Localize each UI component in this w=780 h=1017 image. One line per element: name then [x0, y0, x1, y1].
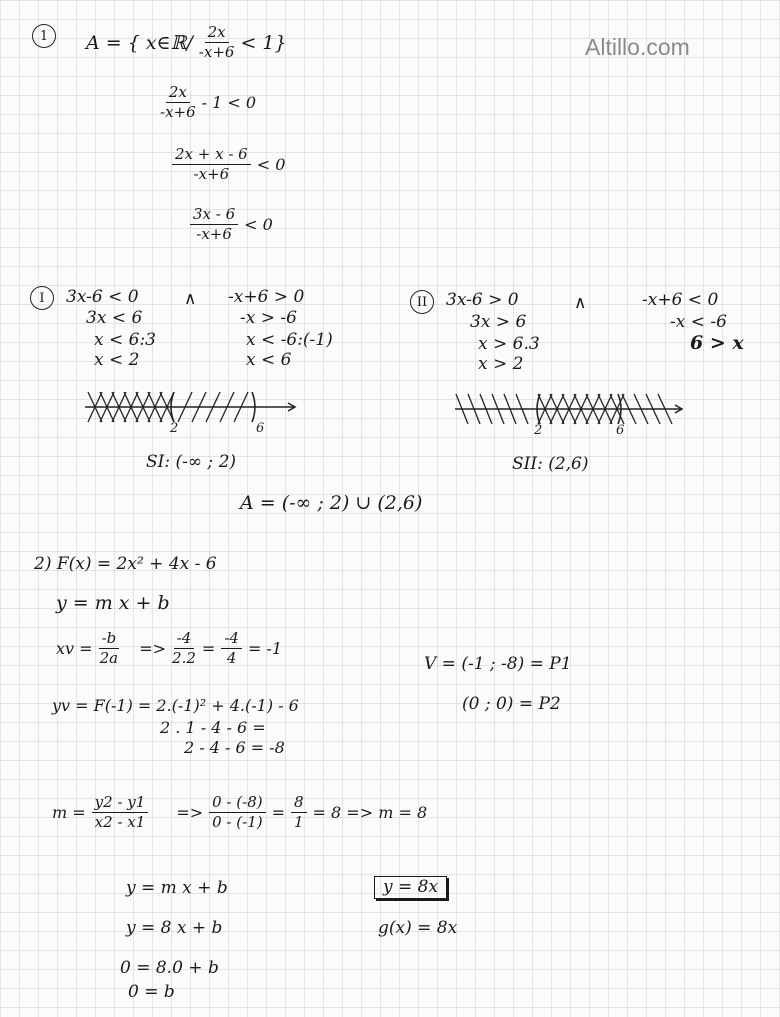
case-2-left-4: x > 2	[478, 354, 524, 374]
case-2-right-3: 6 > x	[690, 332, 744, 354]
step-1-rest: - 1 < 0	[201, 93, 257, 113]
step-2-rest: < 0	[256, 155, 286, 175]
xv-frac-3-den: 4	[226, 649, 237, 668]
substitution-1: y = m x + b	[126, 878, 228, 898]
step-1-num: 2x	[166, 84, 190, 103]
step-2-fraction	[172, 146, 251, 184]
substitution-3: 0 = 8.0 + b	[120, 958, 219, 978]
boxed-answer: y = 8x	[374, 876, 447, 899]
case-2-left-1: 3x-6 > 0	[446, 290, 519, 310]
origin-point: (0 ; 0) = P2	[462, 694, 561, 714]
line-equation: y = m x + b	[56, 592, 170, 614]
set-condition: x∈ℝ/	[145, 31, 193, 54]
case-2-right-2: -x < -6	[670, 312, 727, 332]
vertex-point: V = (-1 ; -8) = P1	[424, 654, 572, 674]
xv-frac-1-den: 2a	[99, 649, 119, 668]
xv-frac-3-num: -4	[221, 630, 242, 649]
xv-arrow: =>	[139, 639, 167, 659]
slope-calculation	[52, 794, 427, 832]
xv-frac-1-num: -b	[99, 630, 120, 649]
xv-result: = -1	[247, 639, 283, 659]
step-2-den: -x+6	[193, 165, 230, 184]
xv-label: xv =	[56, 639, 93, 659]
yv-line-1: yv = F(-1) = 2.(-1)² + 4.(-1) - 6	[52, 696, 299, 715]
case-1-solution: SI: (-∞ ; 2)	[146, 452, 237, 472]
xv-equals: =	[201, 639, 216, 659]
case-2-left-2: 3x > 6	[470, 312, 527, 332]
union-result: A = (-∞ ; 2) ∪ (2,6)	[240, 492, 423, 514]
xv-frac-1	[99, 630, 120, 668]
step-3-den: -x+6	[196, 225, 232, 244]
slope-frac-1-num: y2 - y1	[92, 794, 149, 813]
substitution-2: y = 8 x + b	[126, 918, 223, 938]
number-line-case-2	[450, 382, 690, 442]
step-3	[190, 206, 273, 244]
case-2-right-1: -x+6 < 0	[642, 290, 719, 310]
case-1-tick-2: 2	[170, 421, 179, 436]
case-1-and: ∧	[184, 289, 197, 309]
altillo-watermark: Altillo.com	[585, 34, 690, 60]
case-1-right-1: -x+6 > 0	[228, 287, 305, 307]
slope-label: m =	[52, 803, 86, 823]
slope-frac-2-num: 0 - (-8)	[209, 794, 265, 813]
exercise-2-header: 2) F(x) = 2x² + 4x - 6	[34, 554, 217, 574]
xv-frac-2	[172, 630, 196, 668]
slope-frac-2-den: 0 - (-1)	[212, 813, 263, 832]
slope-frac-1	[92, 794, 149, 832]
set-definition	[86, 24, 287, 62]
slope-frac-3-den: 1	[294, 813, 304, 832]
case-1-left-3: x < 6:3	[94, 330, 156, 350]
case-1-right-4: x < 6	[246, 350, 292, 370]
g-function-answer: g(x) = 8x	[378, 918, 458, 938]
step-3-num: 3x - 6	[190, 206, 238, 225]
case-1-right-2: -x > -6	[240, 308, 297, 328]
slope-arrow: =>	[176, 803, 204, 823]
slope-equals: =	[271, 803, 285, 823]
set-suffix: < 1}	[240, 31, 287, 54]
step-2-num: 2x + x - 6	[172, 146, 251, 165]
yv-line-3: 2 - 4 - 6 = -8	[184, 738, 285, 757]
xv-frac-2-num: -4	[174, 630, 195, 649]
case-1-number: I	[30, 286, 54, 310]
exercise-1-number: 1	[32, 24, 56, 48]
case-1-left-2: 3x < 6	[86, 308, 143, 328]
slope-frac-3-num: 8	[291, 794, 307, 813]
case-1-left-1: 3x-6 < 0	[66, 287, 139, 307]
case-2-number: II	[410, 290, 434, 314]
step-2	[172, 146, 285, 184]
slope-frac-1-den: x2 - x1	[94, 813, 146, 832]
step-1-fraction	[160, 84, 196, 122]
slope-frac-2	[209, 794, 265, 832]
step-3-fraction	[190, 206, 238, 244]
case-2-tick-6: 6	[616, 423, 625, 438]
step-1	[160, 84, 256, 122]
set-fraction-den: -x+6	[198, 43, 235, 62]
set-fraction	[199, 24, 235, 62]
xv-frac-2-den: 2.2	[172, 649, 196, 668]
case-2-solution: SII: (2,6)	[512, 454, 589, 474]
step-1-den: -x+6	[160, 103, 196, 122]
xv-frac-3	[221, 630, 242, 668]
case-1-right-3: x < -6:(-1)	[246, 330, 333, 350]
set-prefix: A = {	[86, 31, 140, 54]
yv-line-2: 2 . 1 - 4 - 6 =	[160, 718, 266, 737]
case-2-and: ∧	[574, 293, 587, 313]
case-1-left-4: x < 2	[94, 350, 140, 370]
set-fraction-num: 2x	[205, 24, 229, 43]
case-2-tick-2: 2	[534, 423, 543, 438]
slope-result: = 8 => m = 8	[312, 803, 428, 823]
xv-calculation	[56, 630, 282, 668]
substitution-4: 0 = b	[128, 982, 175, 1002]
case-1-tick-6: 6	[256, 421, 265, 436]
step-3-rest: < 0	[244, 215, 273, 235]
slope-frac-3	[291, 794, 307, 832]
number-line-case-1	[80, 380, 310, 440]
case-2-left-3: x > 6.3	[478, 334, 540, 354]
